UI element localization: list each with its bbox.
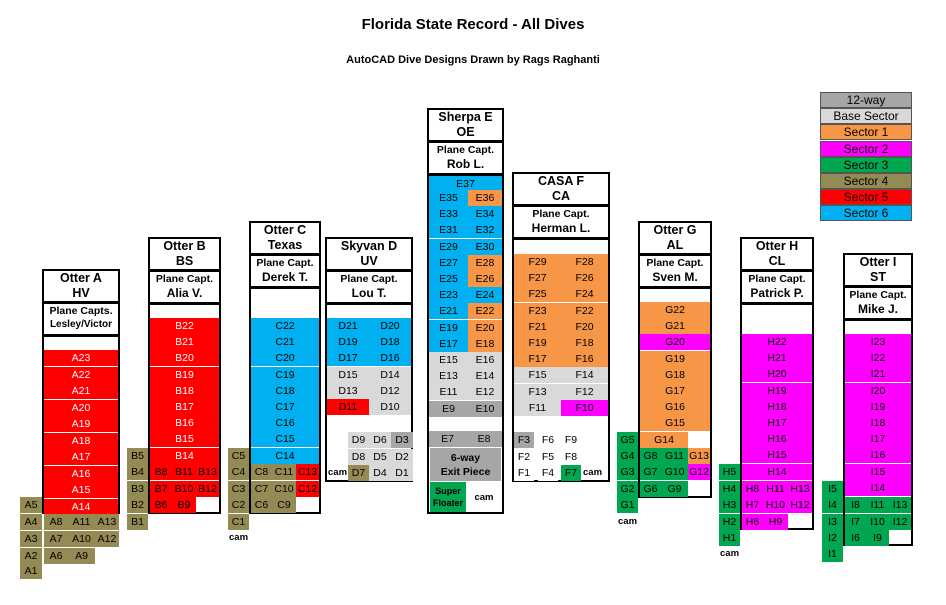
aircraft-code: UV [360, 254, 378, 268]
legend-item-s1: Sector 1 [820, 124, 912, 140]
aircraft-name: Otter G [653, 223, 697, 237]
slot-h13: H13 [788, 481, 812, 497]
slot-i18: I18 [845, 415, 911, 431]
slot-c13: C13 [297, 466, 318, 478]
slot-a16: A16 [44, 466, 118, 482]
page-title: Florida State Record - All Dives [361, 16, 585, 33]
slot-h1: H1 [719, 530, 740, 546]
slot-f5: F5 [538, 449, 558, 465]
slot-i14: I14 [845, 480, 911, 496]
slot-f23: F23 [514, 303, 561, 319]
slot-f6: F6 [538, 432, 558, 448]
slot-h18: H18 [742, 399, 812, 415]
cam-f: cam [583, 467, 603, 478]
slot-d17: D17 [327, 350, 369, 366]
slot-b18: B18 [150, 383, 219, 399]
slot-a9: A9 [68, 548, 95, 564]
slot-i23: I23 [845, 334, 911, 350]
slot-f2: F2 [514, 449, 534, 465]
slot-h14: H14 [742, 464, 812, 480]
six-way-line-2: Exit Piece [440, 466, 491, 478]
plane-captain-g [638, 254, 712, 288]
cam-h: cam [720, 548, 740, 559]
slot-h22: H22 [742, 334, 812, 350]
slot-c7: C7 [251, 481, 272, 497]
slot-g15: G15 [640, 415, 710, 431]
slot-d8: D8 [348, 449, 369, 465]
slot-g13: G13 [689, 450, 709, 462]
slot-c8: C8 [251, 464, 272, 480]
slot-b9: B9 [172, 497, 196, 513]
slot-a20: A20 [44, 400, 118, 416]
slot-c3: C3 [228, 481, 249, 497]
slot-c10: C10 [272, 481, 296, 497]
slot-d4: D4 [369, 465, 391, 481]
slot-i11: I11 [866, 497, 889, 513]
aircraft-code: OE [456, 125, 475, 139]
slot-g17: G17 [640, 383, 710, 399]
slot-a3: A3 [20, 531, 42, 547]
slot-i16: I16 [845, 447, 911, 463]
slot-a15: A15 [44, 482, 118, 498]
slot-a13: A13 [95, 514, 119, 530]
slot-i10: I10 [866, 514, 889, 530]
slot-f25: F25 [514, 286, 561, 302]
aircraft-code: HV [72, 286, 90, 300]
slot-f9: F9 [561, 432, 581, 448]
slot-f18: F18 [561, 335, 608, 351]
aircraft-code: Texas [267, 238, 303, 252]
slot-g11: G11 [661, 448, 688, 464]
slot-b2: B2 [127, 497, 148, 513]
slot-e12: E12 [468, 384, 502, 400]
slot-h8: H8 [742, 481, 763, 497]
slot-f13: F13 [514, 384, 561, 400]
slot-b20: B20 [150, 350, 219, 366]
slot-e15: E15 [429, 352, 468, 368]
slot-g12: G12 [689, 466, 709, 478]
slot-h20: H20 [742, 366, 812, 382]
slot-i4: I4 [822, 497, 843, 513]
slot-g2: G2 [617, 481, 638, 497]
slot-d3: D3 [391, 432, 413, 448]
slot-c11: C11 [272, 464, 296, 480]
slot-h15: H15 [742, 447, 812, 463]
slot-h7: H7 [742, 497, 763, 513]
slot-i2: I2 [822, 530, 843, 546]
slot-c4: C4 [228, 464, 249, 480]
slot-e29: E29 [429, 239, 468, 255]
slot-e30: E30 [468, 239, 502, 255]
slot-a12: A12 [95, 531, 119, 547]
cam-c: cam [229, 532, 249, 543]
slot-f4: F4 [538, 465, 558, 481]
slot-a22: A22 [44, 367, 118, 383]
slot-a17: A17 [44, 449, 118, 465]
slot-h5: H5 [719, 464, 740, 480]
captain-name: Lesley/Victor [49, 319, 113, 330]
slot-i20: I20 [845, 383, 911, 399]
slot-c21: C21 [251, 334, 319, 350]
slot-h12: H12 [788, 497, 812, 513]
captain-name: Herman L. [531, 221, 591, 235]
page-subtitle: AutoCAD Dive Designs Drawn by Rags Raghanti [346, 54, 600, 66]
slot-h21: H21 [742, 350, 812, 366]
slot-i21: I21 [845, 366, 911, 382]
slot-f22: F22 [561, 303, 608, 319]
slot-g10: G10 [661, 464, 688, 480]
captain-label: Plane Capt. [340, 273, 398, 285]
legend-item-s6: Sector 6 [820, 205, 912, 221]
aircraft-header-c [249, 221, 321, 255]
slot-g21: G21 [640, 318, 710, 334]
slot-a2: A2 [20, 548, 42, 564]
slot-b19: B19 [150, 367, 219, 383]
captain-name: Patrick P. [750, 286, 804, 300]
slot-c20: C20 [251, 350, 319, 366]
captain-label: Plane Capt. [436, 144, 495, 156]
slot-d9: D9 [348, 432, 369, 448]
slot-a5: A5 [20, 497, 42, 513]
slot-i5: I5 [822, 481, 843, 497]
slot-f26: F26 [561, 270, 608, 286]
slot-i8: I8 [845, 497, 866, 513]
slot-f1: F1 [514, 465, 534, 481]
aircraft-header-e [427, 108, 504, 142]
captain-label: Plane Capt. [532, 208, 590, 220]
cam-d: cam [328, 467, 348, 478]
aircraft-name: Sherpa E [438, 110, 493, 124]
aircraft-name: Otter H [755, 239, 799, 253]
aircraft-header-a [42, 269, 120, 303]
slot-f17: F17 [514, 351, 561, 367]
slot-a1: A1 [20, 563, 42, 579]
slot-a7: A7 [44, 531, 68, 547]
cam-g: cam [618, 516, 638, 527]
aircraft-header-f [512, 172, 610, 206]
slot-f8: F8 [561, 449, 581, 465]
slot-e20: E20 [468, 320, 502, 336]
slot-f11: F11 [514, 400, 561, 416]
legend-item-s2: Sector 2 [820, 141, 912, 157]
slot-b12: B12 [196, 481, 219, 497]
aircraft-header-h [740, 237, 814, 271]
slot-b13: B13 [196, 464, 219, 480]
aircraft-name: Otter I [859, 255, 897, 269]
slot-b22: B22 [150, 318, 219, 334]
slot-a19: A19 [44, 416, 118, 432]
slot-b1: B1 [127, 514, 148, 530]
slot-d20: D20 [369, 318, 411, 334]
plane-captain-f [512, 205, 610, 239]
slot-f28: F28 [561, 254, 608, 270]
slot-d12: D12 [369, 383, 411, 399]
slot-f24: F24 [561, 286, 608, 302]
slot-e24: E24 [468, 287, 502, 303]
slot-i1: I1 [822, 546, 843, 562]
slot-e22: E22 [468, 303, 502, 319]
slot-f20: F20 [561, 319, 608, 335]
slot-d16: D16 [369, 350, 411, 366]
legend-item-s5: Sector 5 [820, 189, 912, 205]
slot-a11: A11 [68, 514, 95, 530]
captain-name: Alia V. [166, 286, 203, 300]
captain-label: Plane Capt. [849, 289, 907, 301]
slot-c18: C18 [251, 383, 319, 399]
slot-h2: H2 [719, 514, 740, 530]
plane-captain-c [249, 254, 321, 288]
slot-b3: B3 [127, 481, 148, 497]
aircraft-name: Skyvan D [340, 239, 398, 253]
slot-f7: F7 [561, 465, 581, 481]
plane-captain-i [843, 286, 913, 320]
slot-c16: C16 [251, 415, 319, 431]
slot-h16: H16 [742, 431, 812, 447]
slot-g7: G7 [640, 464, 661, 480]
slot-a21: A21 [44, 383, 118, 399]
slot-a10: A10 [68, 531, 95, 547]
slot-b11: B11 [172, 464, 196, 480]
aircraft-header-b [148, 237, 221, 271]
slot-a18: A18 [44, 433, 118, 449]
slot-a6: A6 [44, 548, 68, 564]
slot-c14: C14 [251, 448, 319, 464]
slot-e18: E18 [468, 336, 502, 352]
slot-e35: E35 [429, 190, 468, 206]
slot-i15: I15 [845, 464, 911, 480]
captain-name: Mike J. [857, 302, 899, 316]
captain-name: Derek T. [261, 270, 309, 284]
slot-b15: B15 [150, 431, 219, 447]
slot-h3: H3 [719, 497, 740, 513]
slot-d11: D11 [327, 399, 369, 415]
slot-g5: G5 [617, 432, 638, 448]
slot-e25: E25 [429, 271, 468, 287]
slot-e11: E11 [429, 384, 468, 400]
aircraft-header-g [638, 221, 712, 255]
slot-h19: H19 [742, 383, 812, 399]
slot-f3: F3 [514, 432, 534, 448]
slot-f27: F27 [514, 270, 561, 286]
slot-h17: H17 [742, 415, 812, 431]
slot-c9: C9 [272, 497, 296, 513]
slot-f21: F21 [514, 319, 561, 335]
slot-e8: E8 [466, 431, 502, 447]
slot-c15: C15 [251, 431, 319, 447]
slot-i9: I9 [866, 530, 889, 546]
slot-g4: G4 [617, 448, 638, 464]
slot-h11: H11 [763, 481, 788, 497]
slot-d18: D18 [369, 334, 411, 350]
slot-i13: I13 [889, 497, 911, 513]
plane-captain-h [740, 270, 814, 304]
slot-f16: F16 [561, 351, 608, 367]
slot-e37: E37 [429, 176, 502, 192]
captain-label: Plane Capts. [49, 305, 113, 317]
slot-e33: E33 [429, 206, 468, 222]
slot-h9: H9 [763, 514, 788, 530]
legend-item-base: Base Sector [820, 108, 912, 124]
slot-g16: G16 [640, 399, 710, 415]
slot-f29: F29 [514, 254, 561, 270]
slot-i3: I3 [822, 514, 843, 530]
slot-e16: E16 [468, 352, 502, 368]
slot-a23: A23 [44, 350, 118, 366]
legend-item-twelve-way: 12-way [820, 92, 912, 108]
slot-g8: G8 [640, 448, 661, 464]
slot-d10: D10 [369, 399, 411, 415]
slot-f15: F15 [514, 367, 561, 383]
aircraft-code: AL [666, 238, 684, 252]
slot-b5: B5 [127, 448, 148, 464]
slot-c1: C1 [228, 514, 249, 530]
slot-c6: C6 [251, 497, 272, 513]
slot-h10: H10 [763, 497, 788, 513]
slot-a8: A8 [44, 514, 68, 530]
legend-item-s4: Sector 4 [820, 173, 912, 189]
aircraft-code: CA [551, 189, 571, 203]
aircraft-code: ST [870, 270, 886, 284]
slot-g3: G3 [617, 464, 638, 480]
slot-c17: C17 [251, 399, 319, 415]
slot-c2: C2 [228, 497, 249, 513]
slot-g9: G9 [661, 481, 688, 497]
slot-b21: B21 [150, 334, 219, 350]
slot-e34: E34 [468, 206, 502, 222]
slot-i22: I22 [845, 350, 911, 366]
slot-c19: C19 [251, 367, 319, 383]
slot-e14: E14 [468, 368, 502, 384]
aircraft-name: Otter B [163, 239, 206, 253]
slot-i19: I19 [845, 399, 911, 415]
slot-f14: F14 [561, 367, 608, 383]
slot-d15: D15 [327, 367, 369, 383]
slot-e23: E23 [429, 287, 468, 303]
slot-g22: G22 [640, 302, 710, 318]
slot-b8: B8 [150, 464, 172, 480]
slot-d19: D19 [327, 334, 369, 350]
aircraft-name: Otter A [60, 271, 102, 285]
captain-label: Plane Capt. [748, 273, 806, 285]
legend-item-s3: Sector 3 [820, 157, 912, 173]
aircraft-header-d [325, 237, 413, 271]
slot-c22: C22 [251, 318, 319, 334]
slot-d1: D1 [391, 465, 413, 481]
slot-e27: E27 [429, 255, 468, 271]
slot-e17: E17 [429, 336, 468, 352]
slot-g18: G18 [640, 367, 710, 383]
aircraft-code: CL [768, 254, 786, 268]
slot-e9: E9 [429, 401, 468, 417]
aircraft-name: CASA F [537, 174, 585, 188]
slot-h6: H6 [742, 514, 763, 530]
slot-d14: D14 [369, 367, 411, 383]
captain-label: Plane Capt. [256, 257, 314, 269]
slot-g1: G1 [617, 497, 638, 513]
captain-label: Plane Capt. [155, 273, 214, 285]
slot-b16: B16 [150, 415, 219, 431]
slot-b4: B4 [127, 464, 148, 480]
slot-d6: D6 [369, 432, 391, 448]
slot-b7: B7 [150, 481, 172, 497]
slot-b17: B17 [150, 399, 219, 415]
slot-b14: B14 [150, 448, 219, 464]
slot-h4: H4 [719, 481, 740, 497]
slot-b10: B10 [172, 481, 196, 497]
slot-e31: E31 [429, 222, 468, 238]
plane-captain-b [148, 270, 221, 304]
slot-d2: D2 [391, 449, 413, 465]
slot-i7: I7 [845, 514, 866, 530]
slot-g19: G19 [640, 351, 710, 367]
captain-name: Sven M. [652, 270, 698, 284]
slot-g14: G14 [640, 432, 688, 448]
plane-captain-d [325, 270, 413, 304]
slot-c5: C5 [228, 448, 249, 464]
slot-d13: D13 [327, 383, 369, 399]
aircraft-code: BS [175, 254, 194, 268]
slot-c12: C12 [297, 483, 318, 495]
slot-f19: F19 [514, 335, 561, 351]
super-floater-slot: Super Floater [430, 482, 466, 512]
slot-e21: E21 [429, 303, 468, 319]
aircraft-name: Otter C [263, 223, 307, 237]
slot-i12: I12 [889, 514, 911, 530]
six-way-exit-piece [430, 448, 501, 481]
slot-e36: E36 [468, 190, 502, 206]
slot-d21: D21 [327, 318, 369, 334]
plane-captain-a [42, 302, 120, 336]
plane-captain-e [427, 141, 504, 175]
slot-e26: E26 [468, 271, 502, 287]
slot-f10: F10 [561, 400, 608, 416]
cam-e: cam [474, 492, 494, 503]
slot-d5: D5 [369, 449, 391, 465]
slot-f12: F12 [561, 384, 608, 400]
slot-e32: E32 [468, 222, 502, 238]
slot-g6: G6 [640, 481, 661, 497]
captain-label: Plane Capt. [646, 257, 704, 269]
slot-b6: B6 [150, 497, 172, 513]
slot-e10: E10 [468, 401, 502, 417]
slot-a14: A14 [44, 499, 118, 515]
captain-name: Rob L. [446, 157, 485, 171]
aircraft-header-i [843, 253, 913, 287]
six-way-line-1: 6-way [450, 452, 481, 464]
captain-name: Lou T. [351, 286, 387, 300]
slot-e7: E7 [429, 431, 466, 447]
slot-g20: G20 [640, 334, 710, 350]
slot-e13: E13 [429, 368, 468, 384]
slot-e28: E28 [468, 255, 502, 271]
slot-a4: A4 [20, 514, 42, 530]
slot-e19: E19 [429, 320, 468, 336]
slot-d7: D7 [348, 465, 369, 481]
slot-i6: I6 [845, 530, 866, 546]
slot-i17: I17 [845, 431, 911, 447]
